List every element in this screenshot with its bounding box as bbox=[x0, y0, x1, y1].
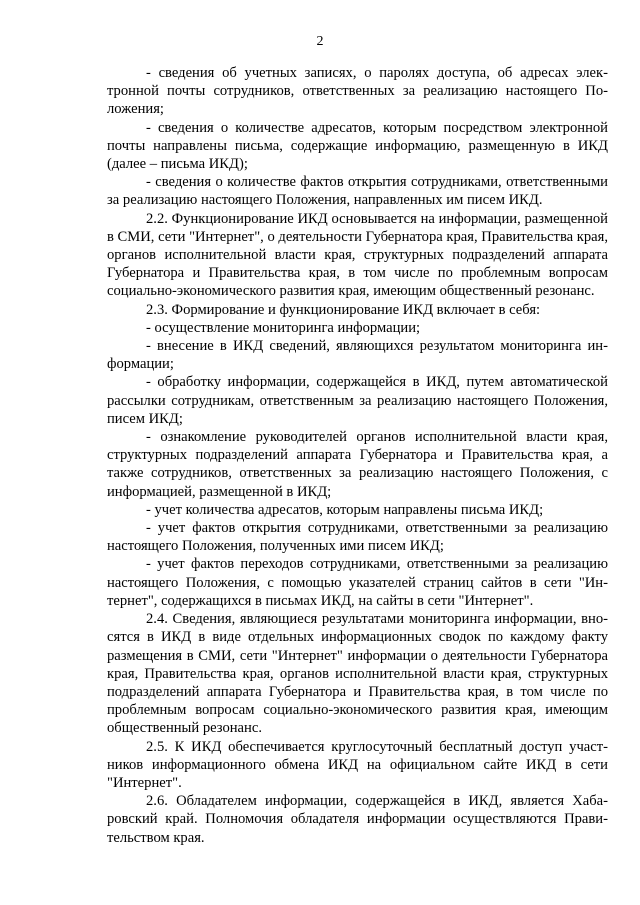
page-number: 2 bbox=[316, 34, 324, 49]
list-item-recipients-accounting: - учет количества адресатов, которым направлены письма ИКД; bbox=[146, 501, 544, 518]
paragraph-2-2: 2.2. Функционирование ИКД основывается на информации, размещенной в СМИ, сети "Интернет", о деятельности Губернатора края, Правительства края, органов исполнительной власти края, структурных подразделений аппарата Губернатора и Правительства края, в том числе по проблемным вопросам социально-экономического развития края, имеющим общественный резонанс. bbox=[107, 210, 608, 300]
paragraph-2-3: 2.3. Формирование и функционирование ИКД включает в себя: bbox=[146, 301, 541, 318]
paragraph-recipients-count: - сведения о количестве адресатов, которым посредством электронной почты направлены письма, содержащие информацию, размещенную в ИКД (далее – письма ИКД); bbox=[107, 119, 608, 173]
document-body bbox=[107, 64, 608, 847]
list-item-familiarization: - ознакомление руководителей органов исполнительной власти края, структурных подразделений аппарата Губернатора и Правительства края, а также сотрудников, ответственных за реализацию настоящего Положения, с информацией, размещенной в ИКД; bbox=[107, 429, 608, 500]
list-item-link-transitions-accounting: - учет фактов переходов сотрудниками, ответственными за реализацию настоящего Положения, с помощью указателей страниц сайтов в сети "Интернет", содержащихся в письмах ИКД, на сайты в сети "Интернет". bbox=[107, 556, 608, 609]
list-item-monitoring: - осуществление мониторинга информации; bbox=[146, 319, 421, 336]
paragraph-2-4: 2.4. Сведения, являющиеся результатами мониторинга информации, вносятся в ИКД в виде отдельных информационных сводок по каждому факту размещения в СМИ, сети "Интернет" информации о деятельности Губернатора края, Правительства края, органов исполнительной власти края, структурных подразделений аппарата Губернатора и Правительства края, в том числе по проблемным вопросам социально-экономического развития края, имеющим общественный резонанс. bbox=[107, 611, 608, 737]
list-item-entering-data: - внесение в ИКД сведений, являющихся результатом мониторинга информации; bbox=[107, 338, 608, 373]
paragraph-accounts-info: - сведения об учетных записях, о паролях доступа, об адресах электронной почты сотрудников, ответственных за реализацию настоящего Положения; bbox=[107, 65, 608, 118]
paragraph-2-5: 2.5. К ИКД обеспечивается круглосуточный бесплатный доступ участников информационного обмена ИКД на официальном сайте ИКД в сети "Интернет". bbox=[107, 738, 608, 791]
list-item-processing: - обработку информации, содержащейся в ИКД, путем автоматической рассылки сотрудникам, ответственным за реализацию настоящего Положения, писем ИКД; bbox=[107, 374, 608, 427]
list-item-open-facts-accounting: - учет фактов открытия сотрудниками, ответственными за реализацию настоящего Положения, полученных ими писем ИКД; bbox=[107, 520, 608, 555]
paragraph-open-facts-count: - сведения о количестве фактов открытия сотрудниками, ответственными за реализацию настоящего Положения, направленных им писем ИКД. bbox=[107, 174, 608, 209]
paragraph-2-6: 2.6. Обладателем информации, содержащейся в ИКД, является Хабаровский край. Полномочия обладателя информации осуществляются Правительством края. bbox=[107, 793, 608, 846]
